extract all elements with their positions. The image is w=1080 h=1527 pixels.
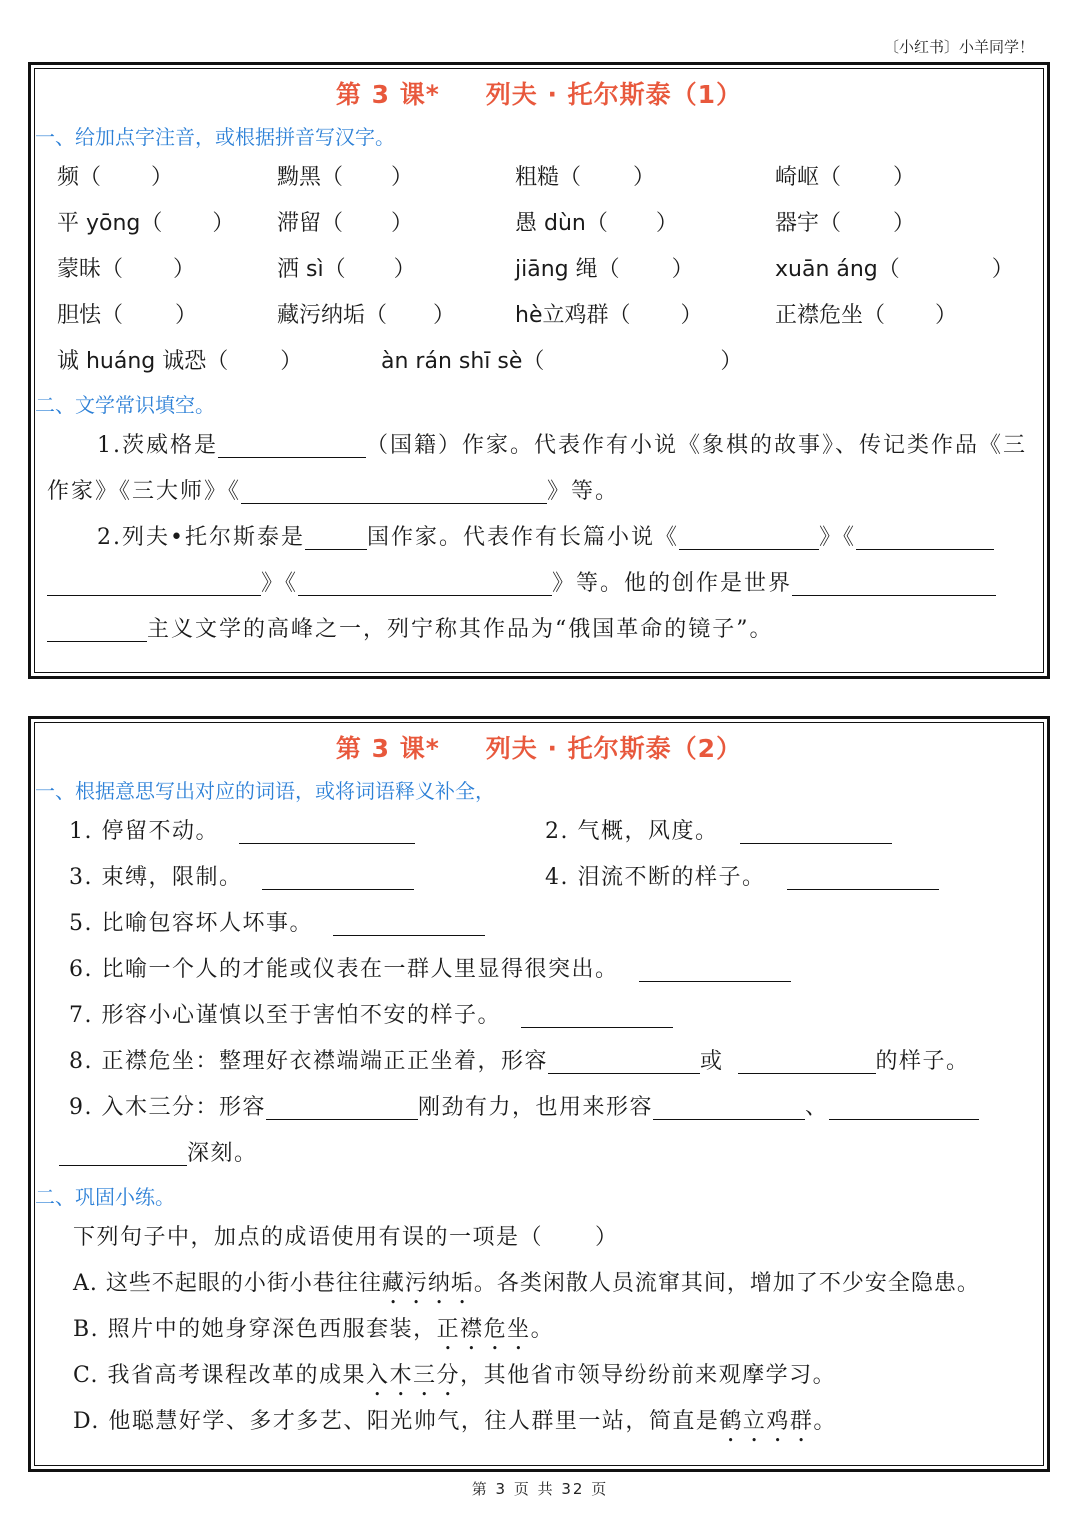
- mc-option-c[interactable]: C. 我省高考课程改革的成果入木三分，其他省市领导纷纷前来观摩学习。: [73, 1363, 837, 1388]
- item-jiangsheng: jiāng 绳（ ）: [515, 257, 694, 282]
- blank-ism-a[interactable]: [792, 565, 996, 596]
- blank-vocab-3[interactable]: [262, 859, 414, 890]
- blank-ism-b[interactable]: [47, 611, 147, 642]
- blank-vocab-6[interactable]: [639, 951, 791, 982]
- page-footer: 第 3 页 共 32 页: [471, 1480, 609, 1498]
- item-mengmei: 蒙昧（ ）: [57, 257, 196, 282]
- vocab-row-2: 3. 束缚，限制。 4. 泪流不断的样子。: [47, 855, 1031, 901]
- blank-vocab-9c[interactable]: [829, 1089, 979, 1120]
- blank-vocab-7[interactable]: [521, 997, 673, 1028]
- blank-vocab-8b[interactable]: [738, 1043, 876, 1074]
- blank-vocab-1[interactable]: [239, 813, 415, 844]
- mc-stem: 下列句子中，加点的成语使用有误的一项是（ ）: [73, 1225, 619, 1250]
- lesson2-section1-heading: 一、根据意思写出对应的词语，或将词语释义补全，: [35, 779, 495, 803]
- watermark: 〔小红书〕小羊同学！: [883, 38, 1034, 56]
- blank-vocab-4[interactable]: [787, 859, 939, 890]
- pinyin-row-5: [47, 339, 1031, 385]
- item-zhiliu: 滞留（ ）: [277, 211, 414, 236]
- lesson1-section2-heading: 二、文学常识填空。: [35, 393, 215, 417]
- lesson1-title: 第 3 课* 列夫 · 托尔斯泰（1）: [335, 80, 743, 109]
- blank-vocab-9d[interactable]: [59, 1135, 187, 1166]
- lesson2-panel: [28, 716, 1050, 1472]
- item-helijiqun: hè立鸡群（ ）: [515, 303, 703, 328]
- pinyin-row-1: [47, 155, 1031, 201]
- blank-novel-2a[interactable]: [856, 519, 994, 550]
- pinyin-row-4: [47, 293, 1031, 339]
- item-zhengjinweizuo: 正襟危坐（ ）: [775, 303, 958, 328]
- mc-option-b[interactable]: B. 照片中的她身穿深色西服套装，正襟危坐。: [73, 1317, 555, 1342]
- lesson2-section2-heading: 二、巩固小练。: [35, 1185, 175, 1209]
- vocab-row-7: 7. 形容小心谨慎以至于害怕不安的样子。: [47, 993, 1031, 1039]
- item-cucao: 粗糙（ ）: [515, 165, 656, 190]
- item-youhei: 黝黑（ ）: [277, 165, 414, 190]
- pinyin-row-2: [47, 201, 1031, 247]
- mc-option-a[interactable]: A. 这些不起眼的小街小巷往往藏污纳垢。各类闲散人员流窜其间，增加了不少安全隐患。: [73, 1271, 980, 1296]
- blank-vocab-8a[interactable]: [548, 1043, 700, 1074]
- literature-q2-line1: 2.列夫•托尔斯泰是 国作家。代表作有长篇小说《 》《: [47, 515, 1031, 561]
- vocab-row-1: 1. 停留不动。 2. 气概，风度。: [47, 809, 1031, 855]
- blank-vocab-5[interactable]: [333, 905, 485, 936]
- lesson1-panel: [28, 62, 1050, 679]
- item-yudun: 愚 dùn（ ）: [515, 211, 678, 236]
- item-pingyong: 平 yōng（ ）: [57, 211, 235, 236]
- lesson2-title: 第 3 课* 列夫 · 托尔斯泰（2）: [335, 734, 743, 763]
- blank-vocab-2[interactable]: [740, 813, 892, 844]
- mc-option-d[interactable]: D. 他聪慧好学、多才多艺、阳光帅气，往人群里一站，简直是鹤立鸡群。: [73, 1409, 837, 1434]
- literature-q1-line2: 作家》《三大师》《 》等。: [47, 469, 1031, 515]
- blank-novel-3[interactable]: [298, 565, 552, 596]
- vocab-row-6: 6. 比喻一个人的才能或仪表在一群人里显得很突出。: [47, 947, 1031, 993]
- vocab-row-9-cont: 深刻。: [47, 1131, 1031, 1177]
- vocab-row-5: 5. 比喻包容坏人坏事。: [47, 901, 1031, 947]
- blank-country[interactable]: [305, 519, 367, 550]
- blank-nationality[interactable]: [218, 427, 366, 458]
- pinyin-row-3: [47, 247, 1031, 293]
- literature-q1-line1: 1.茨威格是 （国籍）作家。代表作有小说《象棋的故事》、传记类作品《三: [47, 423, 1031, 469]
- item-pin: 频（ ）: [57, 165, 174, 190]
- blank-vocab-9b[interactable]: [653, 1089, 805, 1120]
- item-sasi: 洒 sì（ ）: [277, 257, 416, 282]
- item-danqie: 胆怯（ ）: [57, 303, 198, 328]
- blank-novel-1[interactable]: [679, 519, 819, 550]
- vocab-row-9: 9. 入木三分：形容 刚劲有力，也用来形容 、: [47, 1085, 1031, 1131]
- item-chenghuang: 诚 huáng 诚恐（ ）: [57, 349, 303, 374]
- blank-vocab-9a[interactable]: [266, 1089, 418, 1120]
- literature-q2-line2: 》《 》等。他的创作是世界: [47, 561, 1031, 607]
- item-anranshise: àn rán shī sè（ ）: [381, 349, 743, 374]
- item-xuanang: xuān áng（ ）: [775, 257, 1014, 282]
- blank-novel-2b[interactable]: [47, 565, 261, 596]
- literature-q2-line3: 主义文学的高峰之一，列宁称其作品为“俄国革命的镜子”。: [47, 607, 1031, 653]
- item-qiyu: 器宇（ ）: [775, 211, 916, 236]
- vocab-row-8: 8. 正襟危坐：整理好衣襟端端正正坐着，形容 或 的样子。: [47, 1039, 1031, 1085]
- lesson1-section1-heading: 一、给加点字注音，或根据拼音写汉字。: [35, 125, 395, 149]
- item-zangwunagou: 藏污纳垢（ ）: [277, 303, 456, 328]
- blank-work[interactable]: [241, 473, 547, 504]
- item-qiqu: 崎岖（ ）: [775, 165, 916, 190]
